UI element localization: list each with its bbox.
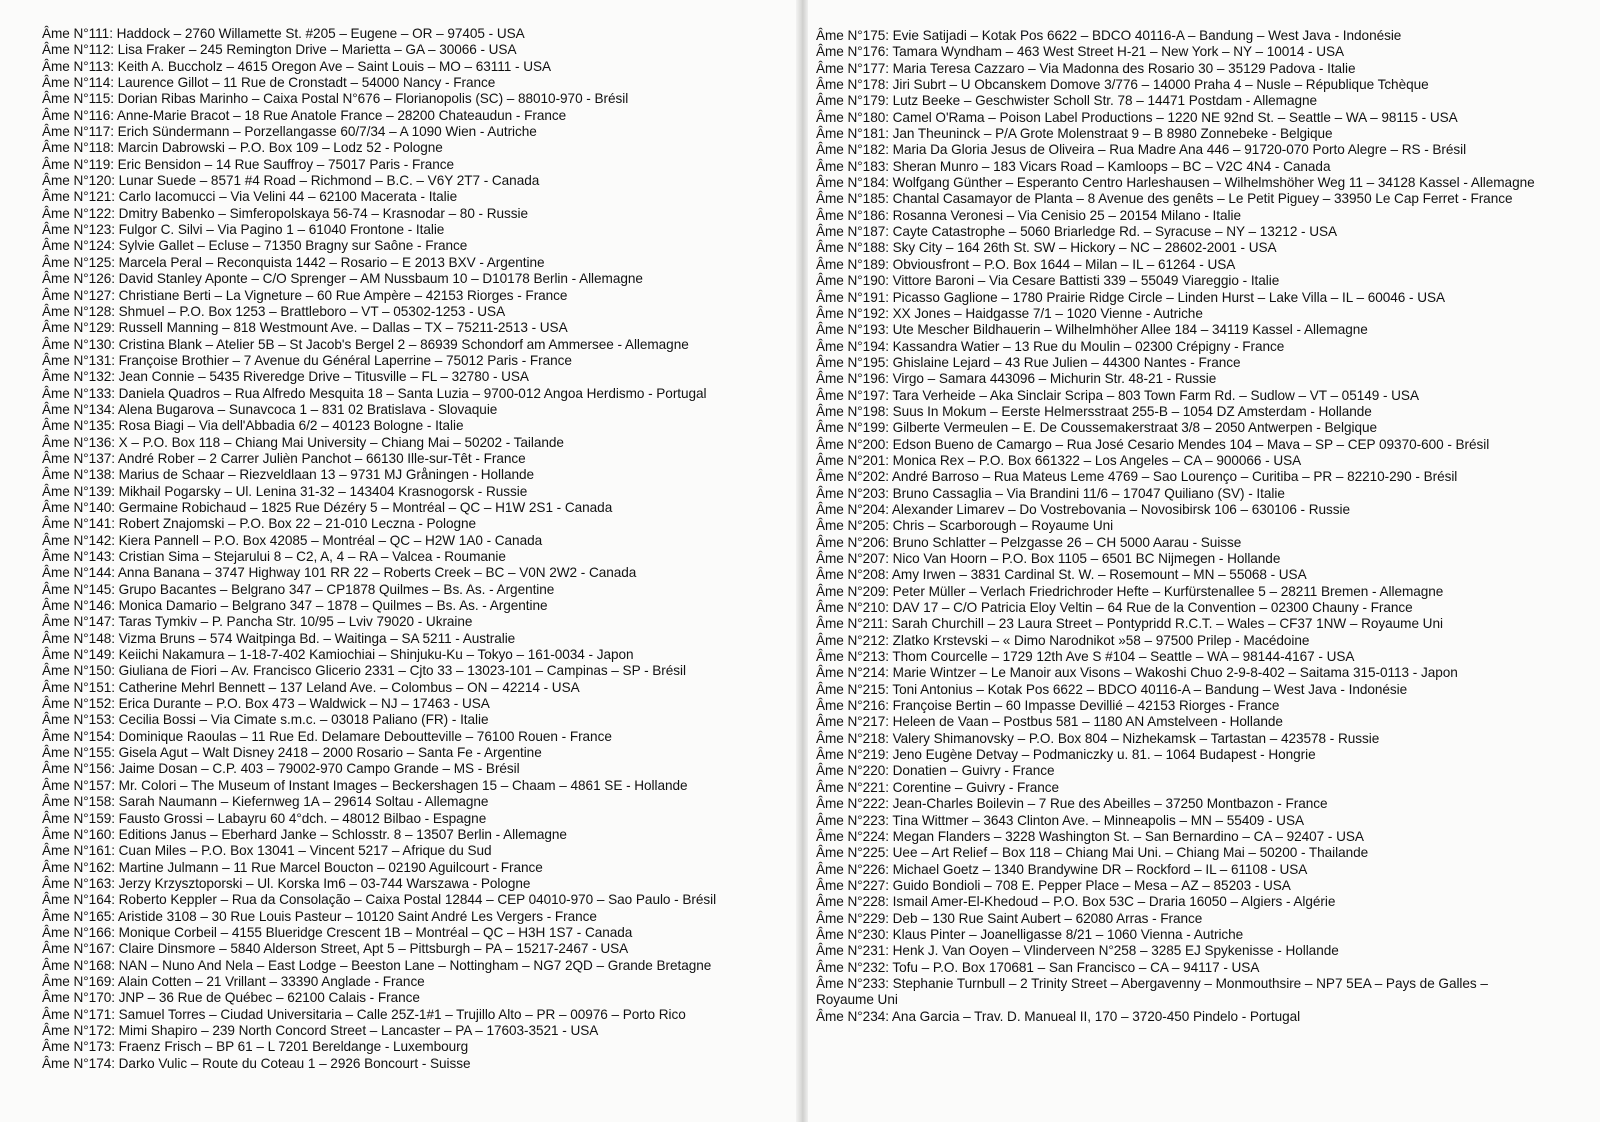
address-entry: Âme N°213: Thom Courcelle – 1729 12th Ave S #104 – Seattle – WA – 98144-4167 - USA — [816, 649, 1355, 665]
address-entry: Âme N°162: Martine Julmann – 11 Rue Marcel Boucton – 02190 Aguilcourt - France — [42, 859, 543, 875]
address-entry: Âme N°211: Sarah Churchill – 23 Laura Street – Pontypridd R.C.T. – Wales – CF37 1NW – Royaume Uni — [816, 616, 1443, 632]
address-entry: Âme N°194: Kassandra Watier – 13 Rue du Moulin – 02300 Crépigny - France — [816, 338, 1285, 354]
address-entry: Âme N°151: Catherine Mehrl Bennett – 137 Leland Ave. – Colombus – ON – 42214 - USA — [42, 679, 580, 695]
address-entry: Âme N°225: Uee – Art Relief – Box 118 – Chiang Mai Uni. – Chiang Mai – 50200 - Thailande — [816, 845, 1369, 861]
address-entry: Âme N°138: Marius de Schaar – Riezveldlaan 13 – 9731 MJ Gråningen - Hollande — [42, 467, 535, 483]
address-entry: Âme N°163: Jerzy Krzysztoporski – Ul. Korska Im6 – 03-744 Warszawa - Pologne — [42, 875, 531, 891]
address-entry: Âme N°214: Marie Wintzer – Le Manoir aux Visons – Wakoshi Chuo 2-9-8-402 – Saitama 315-0113 - Japon — [816, 665, 1458, 681]
address-entry: Âme N°222: Jean-Charles Boilevin – 7 Rue des Abeilles – 37250 Montbazon - France — [816, 796, 1328, 812]
address-entry: Âme N°196: Virgo – Samara 443096 – Michurin Str. 48-21 - Russie — [816, 371, 1217, 387]
address-entry: Âme N°185: Chantal Casamayor de Planta – 8 Avenue des genêts – Le Petit Piguey – 33950 Le Cap Ferret - France — [816, 191, 1513, 207]
address-entry: Âme N°181: Jan Theuninck – P/A Grote Molenstraat 9 – B 8980 Zonnebeke - Belgique — [816, 126, 1333, 142]
address-entry: Âme N°204: Alexander Limarev – Do Vostrebovania – Novosibirsk 106 – 630106 - Russie — [816, 501, 1351, 517]
address-entry: Âme N°189: Obviousfront – P.O. Box 1644 – Milan – IL – 61264 - USA — [816, 256, 1236, 272]
address-entry: Âme N°224: Megan Flanders – 3228 Washington St. – San Bernardino – CA – 92407 - USA — [816, 828, 1364, 844]
address-entry: Âme N°122: Dmitry Babenko – Simferopolskaya 56-74 – Krasnodar – 80 - Russie — [42, 205, 529, 221]
address-entry: Âme N°149: Keiichi Nakamura – 1-18-7-402 Kamiochiai – Shinjuku-Ku – Tokyo – 161-0034 - Japon — [42, 647, 634, 663]
address-entry: Âme N°215: Toni Antonius – Kotak Pos 6622 – BDCO 40116-A – Bandung – West Java - Indonésie — [816, 681, 1408, 697]
address-entry: Âme N°160: Editions Janus – Eberhard Janke – Schlosstr. 8 – 13507 Berlin - Allemagne — [42, 826, 567, 842]
address-entry: Âme N°123: Fulgor C. Silvi – Via Pagino 1 – 61040 Frontone - Italie — [42, 222, 445, 238]
address-entry: Âme N°117: Erich Sündermann – Porzellangasse 60/7/34 – A 1090 Wien - Autriche — [42, 124, 537, 140]
address-entry: Âme N°177: Maria Teresa Cazzaro – Via Madonna des Rosario 30 – 35129 Padova - Italie — [816, 60, 1356, 76]
address-entry: Âme N°134: Alena Bugarova – Sunavcoca 1 – 831 02 Bratislava - Slovaquie — [42, 401, 498, 417]
address-entry: Âme N°121: Carlo Iacomucci – Via Velini 44 – 62100 Macerata - Italie — [42, 189, 458, 205]
address-entry: Âme N°191: Picasso Gaglione – 1780 Prairie Ridge Circle – Linden Hurst – Lake Villa – IL – 60046 - USA — [816, 289, 1446, 305]
address-entry: Âme N°143: Cristian Sima – Stejarului 8 – C2, A, 4 – RA – Valcea - Roumanie — [42, 549, 506, 564]
address-entry: Âme N°229: Deb – 130 Rue Saint Aubert – 62080 Arras - France — [816, 910, 1203, 926]
address-entry: Âme N°120: Lunar Suede – 8571 #4 Road – Richmond – B.C. – V6Y 2T7 - Canada — [42, 173, 540, 189]
address-entry: Âme N°199: Gilberte Vermeulen – E. De Coussemakerstraat 3/8 – 2050 Antwerpen - Belgique — [816, 420, 1378, 436]
address-entry: Âme N°165: Aristide 3108 – 30 Rue Louis Pasteur – 10120 Saint André Les Vergers - France — [42, 908, 597, 924]
address-entry: Âme N°111: Haddock – 2760 Willamette St. #205 – Eugene – OR – 97405 - USA — [42, 26, 525, 41]
address-entry: Âme N°202: André Barroso – Rua Mateus Leme 4769 – Sao Lourenço – Curitiba – PR – 82210-290 - Brésil — [816, 469, 1458, 485]
address-entry: Âme N°210: DAV 17 – C/O Patricia Eloy Veltin – 64 Rue de la Convention – 02300 Chauny - France — [816, 600, 1413, 616]
address-entry: Âme N°212: Zlatko Krstevski – « Dimo Narodnikot »58 – 97500 Prilep - Macédoine — [816, 632, 1310, 648]
address-entry: Âme N°227: Guido Bondioli – 708 E. Pepper Place – Mesa – AZ – 85203 - USA — [816, 877, 1291, 893]
address-entry: Âme N°131: Françoise Brothier – 7 Avenue du Général Laperrine – 75012 Paris - France — [42, 352, 572, 368]
address-entry: Âme N°184: Wolfgang Günther – Esperanto Centro Harleshausen – Wilhelmshöher Weg 11 – 34128 Kassel - Allemagne — [816, 175, 1535, 191]
address-entry: Âme N°114: Laurence Gillot – 11 Rue de Cronstadt – 54000 Nancy - France — [42, 75, 496, 91]
address-entry: Âme N°127: Christiane Berti – La Vigneture – 60 Rue Ampère – 42153 Riorges - France — [42, 287, 568, 303]
address-entry: Âme N°148: Vizma Bruns – 574 Waitpinga Bd. – Waitinga – SA 5211 - Australie — [42, 630, 516, 646]
address-entry: Âme N°188: Sky City – 164 26th St. SW – Hickory – NC – 28602-2001 - USA — [816, 240, 1277, 256]
address-entry: Âme N°166: Monique Corbeil – 4155 Blueridge Crescent 1B – Montréal – QC – H3H 1S7 - Canada — [42, 924, 633, 940]
address-entry: Âme N°192: XX Jones – Haidgasse 7/1 – 1020 Vienne - Autriche — [816, 305, 1203, 321]
address-entry: Âme N°130: Cristina Blank – Atelier 5B – St Jacob's Bergel 2 – 86939 Schondorf am Ammersee - Allemagne — [42, 336, 689, 352]
address-entry: Âme N°178: Jiri Subrt – U Obcanskem Domove 3/776 – 14000 Praha 4 – Nusle – République Tchèque — [816, 77, 1429, 93]
address-entry: Âme N°203: Bruno Cassaglia – Via Brandini 11/6 – 17047 Quiliano (SV) - Italie — [816, 485, 1285, 501]
address-entry: Âme N°155: Gisela Agut – Walt Disney 2418 – 2000 Rosario – Santa Fe - Argentine — [42, 745, 542, 761]
address-entry: Âme N°226: Michael Goetz – 1340 Brandywine DR – Rockford – IL – 61108 - USA — [816, 861, 1308, 877]
address-entry: Âme N°124: Sylvie Gallet – Ecluse – 71350 Bragny sur Saône - France — [42, 238, 468, 254]
address-entry: Âme N°137: André Rober – 2 Carrer Julièn Panchot – 66130 Ille-sur-Têt - France — [42, 450, 526, 466]
address-entry: Âme N°193: Ute Mescher Bildhauerin – Wilhelmhöher Allee 184 – 34119 Kassel - Allemagne — [816, 322, 1368, 338]
address-entry: Âme N°147: Taras Tymkiv – P. Pancha Str. 10/95 – Lviv 79020 - Ukraine — [42, 614, 473, 630]
address-entry: Âme N°223: Tina Wittmer – 3643 Clinton Ave. – Minneapolis – MN – 55409 - USA — [816, 812, 1304, 828]
address-entry: Âme N°161: Cuan Miles – P.O. Box 13041 – Vincent 5217 – Afrique du Sud — [42, 843, 492, 859]
address-list-left — [42, 26, 782, 1072]
address-entry: Âme N°159: Fausto Grossi – Labayru 60 4°dch. – 48012 Bilbao - Espagne — [42, 810, 487, 826]
page-fold — [796, 0, 808, 1122]
address-entry: Âme N°157: Mr. Colori – The Museum of Instant Images – Beckershagen 15 – Chaam – 4861 SE - Hollande — [42, 777, 688, 793]
address-entry: Âme N°141: Robert Znajomski – P.O. Box 22 – 21-010 Leczna - Pologne — [42, 516, 477, 532]
address-entry: Âme N°171: Samuel Torres – Ciudad Universitaria – Calle 25Z-1#1 – Trujillo Alto – PR – 00976 – Porto Rico — [42, 1006, 686, 1022]
address-entry: Âme N°116: Anne-Marie Bracot – 18 Rue Anatole France – 28200 Chateaudun - France — [42, 107, 567, 123]
address-entry: Âme N°231: Henk J. Van Ooyen – Vlinderveen N°258 – 3285 EJ Spykenisse - Hollande — [816, 943, 1339, 959]
address-entry: Âme N°176: Tamara Wyndham – 463 West Street H-21 – New York – NY – 10014 - USA — [816, 44, 1345, 60]
address-entry: Âme N°136: X – P.O. Box 118 – Chiang Mai University – Chiang Mai – 50202 - Tailande — [42, 434, 564, 450]
address-entry: Âme N°228: Ismail Amer-El-Khedoud – P.O. Box 53C – Draria 16050 – Algiers - Algérie — [816, 894, 1336, 910]
address-entry: Âme N°206: Bruno Schlatter – Pelzgasse 26 – CH 5000 Aarau - Suisse — [816, 534, 1242, 550]
address-entry: Âme N°200: Edson Bueno de Camargo – Rua José Cesario Mendes 104 – Mava – SP – CEP 09370-600 - Brésil — [816, 436, 1490, 452]
address-entry: Âme N°216: Françoise Bertin – 60 Impasse Devillié – 42153 Riorges - France — [816, 698, 1280, 714]
address-entry: Âme N°201: Monica Rex – P.O. Box 661322 – Los Angeles – CA – 900066 - USA — [816, 452, 1302, 468]
address-entry: Âme N°125: Marcela Peral – Reconquista 1442 – Rosario – E 2013 BXV - Argentine — [42, 254, 545, 270]
address-entry: Âme N°129: Russell Manning – 818 Westmount Ave. – Dallas – TX – 75211-2513 - USA — [42, 320, 568, 336]
address-entry: Âme N°173: Fraenz Frisch – BP 61 – L 7201 Bereldange - Luxembourg — [42, 1039, 469, 1055]
address-entry: Âme N°233: Stephanie Turnbull – 2 Trinity Street – Abergavenny – Monmouthsire – NP7 5EA – Pays de Galles – Royaume Uni — [816, 975, 1488, 1008]
address-entry: Âme N°146: Monica Damario – Belgrano 347 – 1878 – Quilmes – Bs. As. - Argentine — [42, 598, 548, 614]
address-entry: Âme N°132: Jean Connie – 5435 Riveredge Drive – Titusville – FL – 32780 - USA — [42, 369, 529, 385]
address-entry: Âme N°169: Alain Cotten – 21 Vrillant – 33390 Anglade - France — [42, 973, 425, 989]
address-entry: Âme N°209: Peter Müller – Verlach Friedrichroder Hefte – Kurfürstenallee 5 – 28211 Bremen - Allemagne — [816, 583, 1444, 599]
address-entry: Âme N°150: Giuliana de Fiori – Av. Francisco Glicerio 2331 – Cjto 33 – 13023-101 – Campinas – SP - Brésil — [42, 663, 686, 679]
address-entry: Âme N°135: Rosa Biagi – Via dell'Abbadia 6/2 – 40123 Bologne - Italie — [42, 418, 464, 434]
address-entry: Âme N°217: Heleen de Vaan – Postbus 581 – 1180 AN Amstelveen - Hollande — [816, 714, 1283, 730]
address-entry: Âme N°164: Roberto Keppler – Rua da Consolação – Caixa Postal 12844 – CEP 04010-970 – Sao Paulo - Brésil — [42, 892, 717, 908]
address-entry: Âme N°154: Dominique Raoulas – 11 Rue Ed. Delamare Deboutteville – 76100 Rouen - France — [42, 728, 612, 744]
address-entry: Âme N°128: Shmuel – P.O. Box 1253 – Brattleboro – VT – 05302-1253 - USA — [42, 303, 506, 319]
address-entry: Âme N°167: Claire Dinsmore – 5840 Alderson Street, Apt 5 – Pittsburgh – PA – 15217-2467 - USA — [42, 941, 629, 957]
address-entry: Âme N°234: Ana Garcia – Trav. D. Manueal II, 170 – 3720-450 Pindelo - Portugal — [816, 1008, 1301, 1024]
address-entry: Âme N°207: Nico Van Hoorn – P.O. Box 1105 – 6501 BC Nijmegen - Hollande — [816, 551, 1281, 566]
address-entry: Âme N°219: Jeno Eugène Detvay – Podmaniczky u. 81. – 1064 Budapest - Hongrie — [816, 747, 1316, 763]
address-entry: Âme N°221: Corentine – Guivry - France — [816, 779, 1060, 795]
address-entry: Âme N°153: Cecilia Bossi – Via Cimate s.m.c. – 03018 Paliano (FR) - Italie — [42, 712, 489, 728]
address-entry: Âme N°133: Daniela Quadros – Rua Alfredo Mesquita 18 – Santa Luzia – 9700-012 Angoa Herdismo - Portugal — [42, 385, 707, 401]
address-entry: Âme N°230: Klaus Pinter – Joanelligasse 8/21 – 1060 Vienna - Autriche — [816, 926, 1244, 942]
address-entry: Âme N°190: Vittore Baroni – Via Cesare Battisti 339 – 55049 Viareggio - Italie — [816, 273, 1280, 289]
address-entry: Âme N°158: Sarah Naumann – Kiefernweg 1A – 29614 Soltau - Allemagne — [42, 794, 489, 810]
address-entry: Âme N°112: Lisa Fraker – 245 Remington Drive – Marietta – GA – 30066 - USA — [42, 42, 517, 58]
address-entry: Âme N°179: Lutz Beeke – Geschwister Scholl Str. 78 – 14471 Postdam - Allemagne — [816, 93, 1318, 109]
address-entry: Âme N°139: Mikhail Pogarsky – Ul. Lenina 31-32 – 143404 Krasnogorsk - Russie — [42, 483, 528, 499]
address-entry: Âme N°175: Evie Satijadi – Kotak Pos 6622 – BDCO 40116-A – Bandung – West Java - Indonésie — [816, 28, 1402, 43]
address-entry: Âme N°119: Eric Bensidon – 14 Rue Sauffroy – 75017 Paris - France — [42, 156, 454, 172]
address-entry: Âme N°126: David Stanley Aponte – C/O Sprenger – AM Nussbaum 10 – D10178 Berlin - Allemagne — [42, 271, 643, 287]
address-entry: Âme N°182: Maria Da Gloria Jesus de Oliveira – Rua Madre Ana 446 – 91720-070 Porto Alegre – RS - Brésil — [816, 142, 1467, 158]
address-entry: Âme N°186: Rosanna Veronesi – Via Cenisio 25 – 20154 Milano - Italie — [816, 207, 1241, 223]
address-entry: Âme N°172: Mimi Shapiro – 239 North Concord Street – Lancaster – PA – 17603-3521 - USA — [42, 1022, 599, 1038]
address-entry: Âme N°205: Chris – Scarborough – Royaume Uni — [816, 518, 1114, 534]
address-entry: Âme N°218: Valery Shimanovsky – P.O. Box 804 – Nizhekamsk – Tartastan – 423578 - Russie — [816, 730, 1380, 746]
address-entry: Âme N°145: Grupo Bacantes – Belgrano 347 – CP1878 Quilmes – Bs. As. - Argentine — [42, 581, 555, 597]
address-entry: Âme N°197: Tara Verheide – Aka Sinclair Scripa – 803 Town Farm Rd. – Sudlow – VT – 05149 - USA — [816, 387, 1419, 403]
address-entry: Âme N°142: Kiera Pannell – P.O. Box 42085 – Montréal – QC – H2W 1A0 - Canada — [42, 532, 543, 548]
address-entry: Âme N°156: Jaime Dosan – C.P. 403 – 79002-970 Campo Grande – MS - Brésil — [42, 761, 520, 777]
address-entry: Âme N°232: Tofu – P.O. Box 170681 – San Francisco – CA – 94117 - USA — [816, 959, 1260, 975]
address-entry: Âme N°187: Cayte Catastrophe – 5060 Briarledge Rd. – Syracuse – NY – 13212 - USA — [816, 224, 1338, 240]
address-entry: Âme N°198: Suus In Mokum – Eerste Helmersstraat 255-B – 1054 DZ Amsterdam - Hollande — [816, 403, 1372, 419]
address-entry: Âme N°115: Dorian Ribas Marinho – Caixa Postal N°676 – Florianopolis (SC) – 88010-970 - Brésil — [42, 91, 629, 107]
address-entry: Âme N°180: Camel O'Rama – Poison Label Productions – 1220 NE 92nd St. – Seattle – WA – 98115 - USA — [816, 109, 1458, 125]
address-entry: Âme N°168: NAN – Nuno And Nela – East Lodge – Beeston Lane – Nottingham – NG7 2QD – Grande Bretagne — [42, 957, 712, 973]
address-entry: Âme N°174: Darko Vulic – Route du Coteau 1 – 2926 Boncourt - Suisse — [42, 1055, 471, 1071]
address-entry: Âme N°208: Amy Irwen – 3831 Cardinal St. W. – Rosemount – MN – 55068 - USA — [816, 567, 1307, 583]
address-entry: Âme N°183: Sheran Munro – 183 Vicars Road – Kamloops – BC – V2C 4N4 - Canada — [816, 158, 1331, 174]
address-entry: Âme N°195: Ghislaine Lejard – 43 Rue Julien – 44300 Nantes - France — [816, 354, 1241, 370]
address-entry: Âme N°140: Germaine Robichaud – 1825 Rue Dézéry 5 – Montréal – QC – H1W 2S1 - Canada — [42, 499, 613, 515]
address-entry: Âme N°113: Keith A. Buccholz – 4615 Oregon Ave – Saint Louis – MO – 63111 - USA — [42, 58, 552, 74]
address-entry: Âme N°220: Donatien – Guivry - France — [816, 763, 1055, 779]
address-entry: Âme N°118: Marcin Dabrowski – P.O. Box 109 – Lodz 52 - Pologne — [42, 140, 443, 156]
address-entry: Âme N°144: Anna Banana – 3747 Highway 101 RR 22 – Roberts Creek – BC – V0N 2W2 - Canada — [42, 565, 637, 581]
address-list-right — [816, 28, 1536, 1025]
address-entry: Âme N°152: Erica Durante – P.O. Box 473 – Waldwick – NJ – 17463 - USA — [42, 696, 490, 712]
address-entry: Âme N°170: JNP – 36 Rue de Québec – 62100 Calais - France — [42, 990, 420, 1006]
